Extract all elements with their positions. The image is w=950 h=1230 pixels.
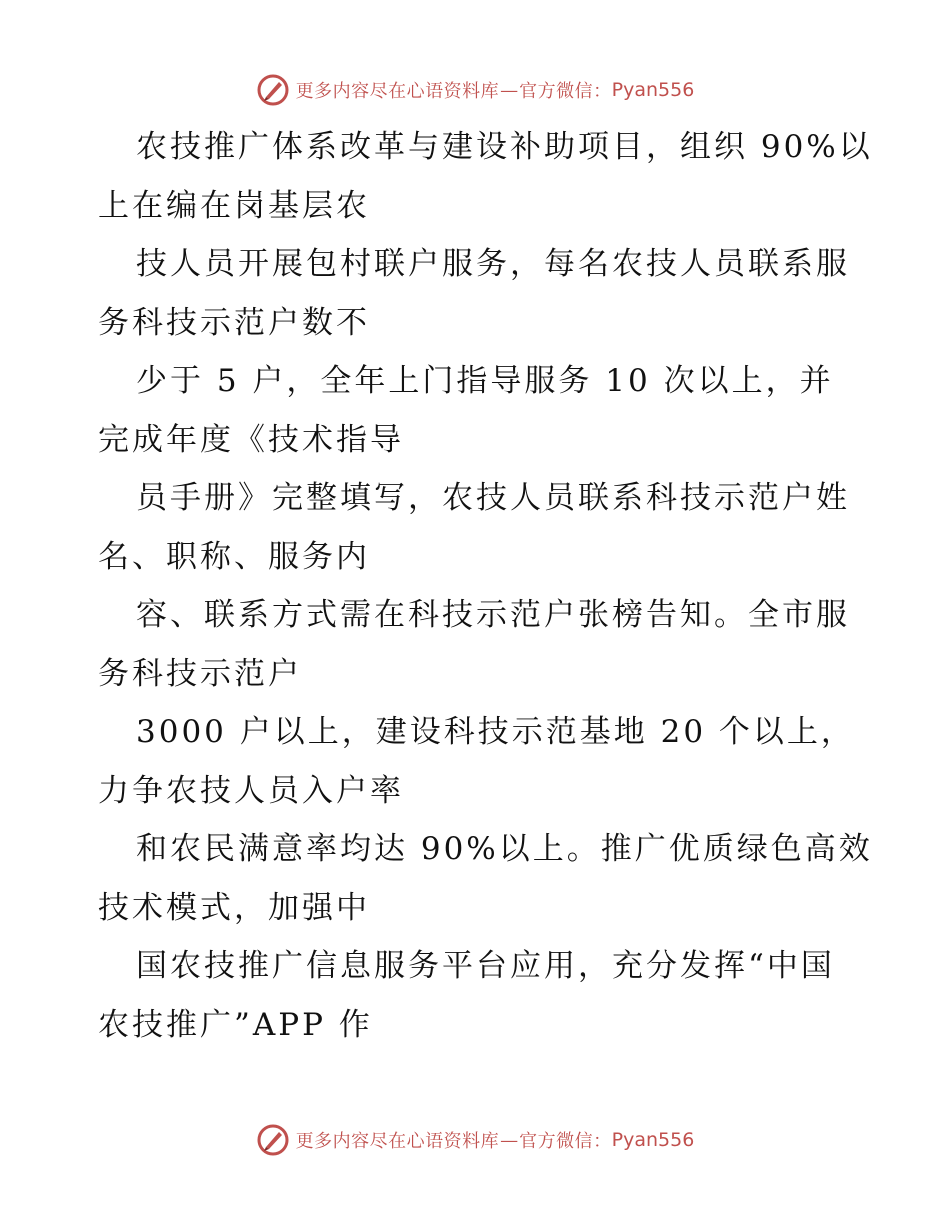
watermark-text: 更多内容尽在心语资料库 — [295, 1131, 500, 1152]
pen-logo-icon — [256, 73, 290, 107]
text-line: 务科技示范户 — [98, 655, 302, 692]
text-line: 力争农技人员入户率 — [98, 772, 404, 809]
watermark-wechat-id: Pyan556 — [611, 1129, 695, 1151]
header-watermark — [0, 70, 950, 110]
text-line: 上在编在岗基层农 — [98, 187, 370, 224]
text-line: 农技推广体系改革与建设补助项目，组织 90%以 — [136, 129, 873, 165]
text-line: 农技推广”APP 作 — [98, 1006, 373, 1043]
watermark-wechat-id: Pyan556 — [611, 79, 695, 101]
text-line: 和农民满意率均达 90%以上。推广优质绿色高效 — [136, 831, 873, 867]
watermark-wechat-label: 官方微信： — [519, 81, 612, 102]
text-line: 名、职称、服务内 — [98, 538, 370, 575]
text-line: 容、联系方式需在科技示范户张榜告知。全市服 — [136, 597, 850, 633]
watermark-text: 更多内容尽在心语资料库 — [295, 81, 500, 102]
pen-logo-icon — [256, 1123, 290, 1157]
watermark-separator: — — [500, 1129, 519, 1151]
watermark-separator: — — [500, 79, 519, 101]
text-line: 务科技示范户数不 — [98, 304, 370, 341]
document-body — [98, 118, 898, 1054]
text-line: 技术模式，加强中 — [98, 889, 370, 926]
text-line: 国农技推广信息服务平台应用，充分发挥“中国 — [136, 948, 835, 984]
text-line: 少于 5 户，全年上门指导服务 10 次以上，并 — [136, 363, 834, 399]
watermark-wechat-label: 官方微信： — [519, 1131, 612, 1152]
text-line: 完成年度《技术指导 — [98, 421, 404, 458]
text-line: 技人员开展包村联户服务，每名农技人员联系服 — [136, 246, 850, 282]
footer-watermark — [0, 1120, 950, 1160]
text-line: 3000 户以上，建设科技示范基地 20 个以上， — [136, 714, 855, 750]
text-line: 员手册》完整填写，农技人员联系科技示范户姓 — [136, 480, 850, 516]
